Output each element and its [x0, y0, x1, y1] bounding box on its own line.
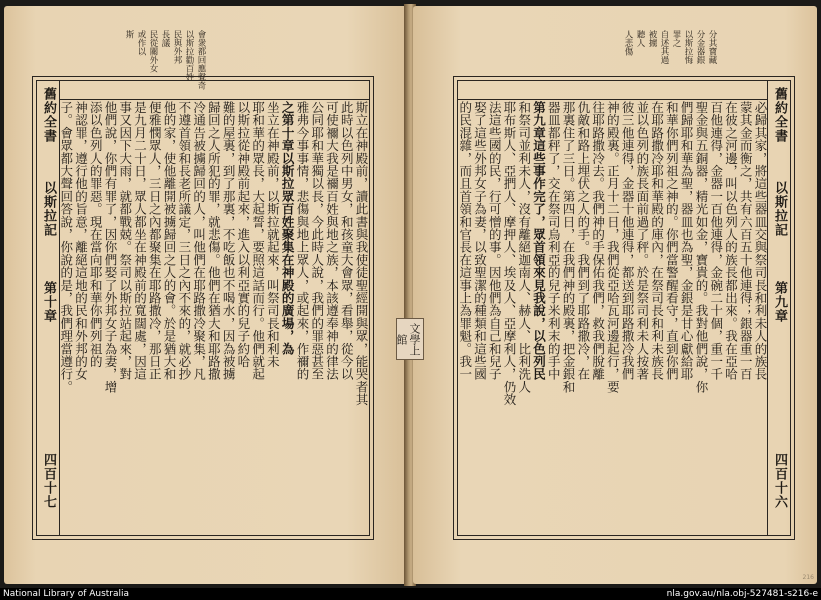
text-column: 神認罪，遵行他的旨意，離絕這地的民和外邦的女 — [73, 101, 89, 381]
text-column: 可使禰大我是禰百姓與地之族，本該遵奉神的律法 — [324, 101, 340, 381]
right-text-columns — [458, 99, 768, 535]
text-column: 公同耶和華獨以長，今此時人說，我們的罪惡甚至 — [309, 101, 325, 381]
text-column: 仇敵和路上埋伏之人的手。我們到了耶路撒冷，在 — [576, 101, 591, 381]
object-identifier: nla.gov.au/nla.obj-527481-s216-e — [666, 589, 818, 599]
left-page — [4, 6, 407, 584]
text-column: 們歸耶和華為聖，器皿也為聖，金銀是甘心獻給耶 — [679, 101, 695, 381]
chapter-heading-column: 第九章這些事作完了，眾首領來見我說，以色列民 — [531, 101, 547, 381]
text-column: 和祭司並利未人，沒有離絕迦南人、赫人、比利洗人 — [516, 101, 532, 394]
text-column: 不遵首領和長老所議定，三日之內不來的，就必抄 — [177, 101, 192, 381]
left-text-frame — [32, 76, 374, 540]
text-column: 往耶路撒冷去。我們神的手保佑我們，救我們脫離 — [590, 101, 606, 381]
margin-note: 分金器銀 — [695, 30, 705, 64]
text-column: 聖金與五銅器，精光如金，寶貴的。我對他們說，你 — [694, 101, 709, 394]
margin-note: 被擄 — [647, 30, 657, 47]
text-column: 雅弗今事事情，悲傷與地上眾人，或起來，作禰的 — [295, 101, 310, 381]
chapter-title: 第十章 — [41, 281, 56, 323]
margin-note: 分其寶藏 — [707, 30, 717, 64]
book-title: 舊約全書 — [41, 87, 56, 143]
binding-stamp: 文學上館 — [396, 318, 424, 360]
text-column: 耶布斯人、亞捫人、摩押人、埃及人、亞摩利人，仍效 — [502, 101, 517, 406]
text-column: 坐立在神殿前，以斯拉就起來，叫祭司長和利未 — [265, 101, 281, 368]
text-column: 是九月二十日，眾人都坐在神殿前的寬闊處，因這 — [132, 101, 148, 381]
text-column: 此時以色列中男女，和孩童大會眾，看舉，從今以 — [339, 101, 355, 381]
text-column: 必歸其家，將這些器皿交與祭司長和利未人的族長 — [753, 101, 768, 381]
text-column: 耶和華的眾長，大起誓，要照這話而行。他們就起 — [250, 101, 266, 381]
text-column: 的民混雜，而且首領和官長在這事上為罪魁。我一 — [457, 101, 473, 381]
margin-note: 人悲傷 — [623, 30, 633, 56]
text-column: 便雅憫眾人，三日之內都聚集在耶路撒冷，那日正 — [147, 101, 163, 381]
text-column: 他的家，使他離開被擄歸回之人的會。於是猶大和 — [162, 101, 178, 381]
margin-note: 或作以 — [136, 30, 146, 56]
chapter-heading-column: 之第十章以斯拉眾百姓聚集在神殿的廣場，為 — [280, 101, 296, 355]
margin-note: 以斯拉勸百姓 — [184, 30, 194, 81]
text-column: 添以色列人的罪惡。現在當向耶和華你們列祖的 — [88, 101, 104, 368]
viewer-footer — [0, 588, 821, 600]
text-column: 他們說，你們有罪了，因你們娶了外邦女子為妻，增 — [103, 101, 118, 394]
text-column: 以斯拉從神殿前起來，進入以利亞實的兒子約哈 — [236, 101, 251, 368]
margin-note: 聽人 — [635, 30, 645, 47]
text-column: 難的屋裏，到了那裏，不吃飯也不喝水，因為被擄 — [221, 101, 237, 381]
text-column: 神的殿裏。正月十二日，我們從亞哈瓦河邊起行，要 — [605, 101, 621, 394]
section-title: 以斯拉記 — [41, 181, 56, 237]
text-column: 法這些國的民，行可憎的事。因他們為自己和兒子 — [487, 101, 503, 381]
right-margin-notes — [623, 30, 716, 64]
margin-note: 長議 — [160, 30, 170, 47]
right-page — [413, 6, 817, 584]
margin-note: 民與外邦 — [172, 30, 182, 64]
text-column: 在耶路撒冷耶和華殿的庫內，在祭司長和利未族長 — [649, 101, 665, 381]
verse-number-strip — [59, 81, 369, 100]
text-column: 歸回之人所犯的罪，就悲傷。他們在猶大和耶路撒 — [206, 101, 222, 381]
text-column: 和華你們列祖之神的。你們當警醒看守，直到你們 — [664, 101, 680, 381]
left-text-columns — [59, 99, 369, 535]
library-credit: National Library of Australia — [3, 589, 130, 599]
margin-note: 以斯拉悔 — [683, 30, 693, 64]
text-column: 娶了這些外邦女子為妻，以致聖潔的種類和這些國 — [472, 101, 488, 381]
book-title: 舊約全書 — [772, 87, 787, 143]
text-column: 斯立在神殿前，讀此書與我使徒聖經開與眾，能哭者其 — [354, 101, 369, 406]
page-number: 四百十七 — [41, 453, 56, 509]
chapter-title: 第九章 — [772, 281, 787, 323]
page-mark: 216 — [802, 574, 814, 581]
text-column: 並以色列的族長面前過了秤。於是祭司利未人按著 — [635, 101, 650, 381]
text-column: 那裏住了三日。第四日，在我們神的殿裏，把金銀和 — [561, 101, 577, 394]
left-running-header — [37, 81, 60, 535]
page-number: 四百十六 — [772, 453, 787, 509]
text-column: 百他連得，金器一百他連得，金碗二十個，重一千 — [708, 101, 724, 381]
text-column: 冷通告被擄歸回的人，叫他們在耶路撒冷聚集，凡 — [191, 101, 207, 381]
verse-number-strip — [458, 81, 768, 100]
margin-note: 自述其過 — [659, 30, 669, 64]
text-column: 彼三他連得，金器十他連得，都送到耶路撒冷我們 — [620, 101, 636, 381]
margin-note: 斯 — [124, 30, 134, 39]
text-column: 器皿都秤了，交在祭司烏利亞的兒子米利末的手中 — [546, 101, 562, 381]
text-column: 在彼之河邊，叫以色列人的族長都出來。我在亞哈 — [723, 101, 739, 381]
margin-note: 會衆都回應聲奇 — [196, 30, 206, 90]
text-column: 事又因下大雨，就都戰兢。祭司以斯拉站起來，對 — [117, 101, 133, 381]
margin-note: 民從關外女 — [148, 30, 158, 73]
right-running-header — [767, 81, 790, 535]
right-text-frame — [453, 76, 795, 540]
text-column: 子。會眾都大聲回答說，你說的是，我們理當遵行。 — [58, 101, 74, 394]
margin-note: 罪之 — [671, 30, 681, 47]
section-title: 以斯拉記 — [772, 181, 787, 237]
text-column: 蒙其金而衡之，共有六百五十他連得；銀器重一百 — [738, 101, 754, 381]
